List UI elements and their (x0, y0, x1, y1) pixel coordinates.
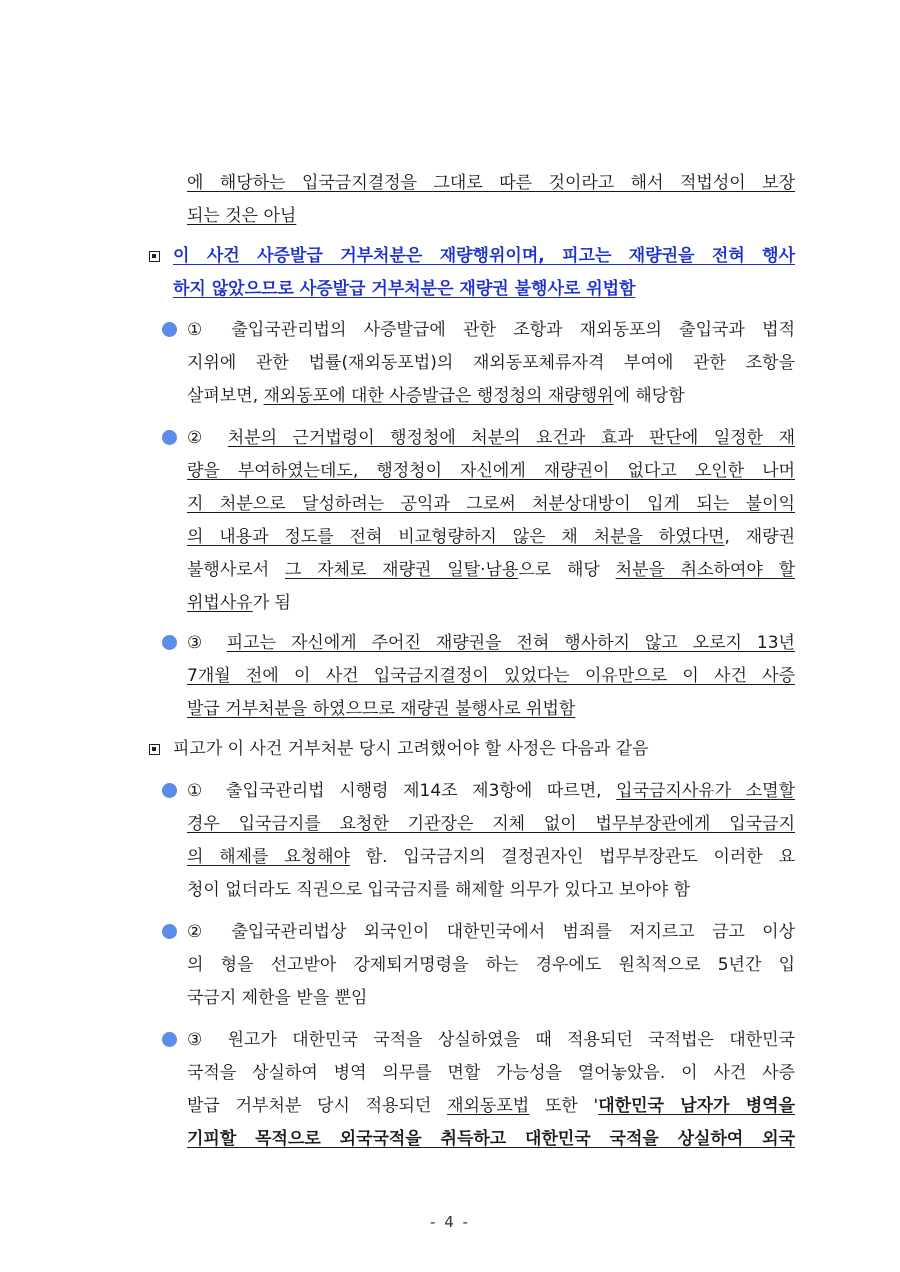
underlined-text-run: 재외동포법 (447, 1096, 530, 1116)
blue-circle-bullet-icon (162, 430, 177, 445)
consideration-3-line-2: 국적을 상실하여 병역 의무를 면할 가능성을 열어놓았음. 이 사건 사증 (187, 1063, 795, 1083)
text-run: 불행사로서 (187, 560, 285, 580)
item-2-line-4 (187, 525, 795, 549)
text-run: ① 출입국관리법 시행령 제14조 제3항에 따르면, (187, 781, 617, 801)
continuation-line-1 (187, 171, 795, 195)
underlined-text-run: 처분의 근거법령이 행정청에 처분의 요건과 효과 판단에 일정한 재 (227, 428, 795, 448)
continuation-line-2 (187, 204, 296, 228)
text-run: 함. 입국금지의 결정권자인 법무부장관도 이러한 요 (349, 847, 795, 867)
item-2-line-6 (187, 591, 291, 615)
bold-underlined-text-run: 대한민국 남자가 병역을 (598, 1096, 795, 1116)
square-bullet-icon (149, 744, 160, 755)
text-run: ② (187, 428, 228, 448)
item-2-line-2 (187, 459, 795, 483)
text-run: 또한 ' (529, 1096, 599, 1116)
underlined-text-run: 의 내용과 정도를 전혀 비교형량하지 않은 채 처분을 하였다면 (187, 527, 725, 547)
underlined-text-run: 경우 입국금지를 요청한 기관장은 지체 없이 법무부장관에게 입국금지 (187, 814, 795, 834)
consideration-3-line-4 (187, 1127, 795, 1151)
blue-circle-bullet-icon (162, 783, 177, 798)
underlined-text-run: 그 자체로 재량권 일탈·남용 (284, 560, 519, 580)
item-1-line-3 (187, 384, 685, 408)
consideration-2-line-2: 의 형을 선고받아 강제퇴거명령을 하는 경우에도 원칙적으로 5년간 입 (187, 955, 795, 975)
bold-underlined-text-run: 기피할 목적으로 외국국적을 취득하고 대한민국 국적을 상실하여 외국 (187, 1129, 795, 1149)
item-2-line-3 (187, 492, 795, 516)
blue-circle-bullet-icon (162, 322, 177, 337)
underlined-text-run: 지 처분으로 달성하려는 공익과 그로써 처분상대방이 입게 되는 불이익 (187, 494, 795, 514)
consideration-3-line-1: ③ 원고가 대한민국 국적을 상실하였을 때 적용되던 국적법은 대한민국 (187, 1030, 795, 1050)
text-run: 가 됨 (252, 593, 291, 613)
underlined-text-run: 피고는 자신에게 주어진 재량권을 전혀 행사하지 않고 오로지 13년 (226, 633, 795, 653)
item-3-line-1 (187, 631, 795, 655)
item-2-line-1 (187, 426, 795, 450)
underlined-text-run: 량을 부여하였는데도, (187, 461, 377, 481)
text-run: 발급 거부처분 당시 적용되던 (187, 1096, 448, 1116)
underlined-text-run: 처분을 취소하여야 할 (615, 560, 796, 580)
text-run: 에 해당함 (613, 386, 685, 406)
consideration-3-line-3 (187, 1094, 795, 1118)
item-2-line-5 (187, 558, 795, 582)
underlined-text-run: 재외동포에 대한 사증발급은 행정청의 재량행위 (263, 386, 614, 406)
blue-circle-bullet-icon (162, 635, 177, 650)
underlined-text-run: 7개월 전에 이 사건 입국금지결정이 있었다는 이유만으로 이 사건 사증 (187, 666, 795, 686)
item-3-line-2 (187, 664, 795, 688)
underlined-text-run: 위법사유 (187, 593, 253, 613)
text-run: 으로 해당 (518, 560, 616, 580)
square-bullet-icon (149, 251, 160, 262)
consideration-1-line-3 (187, 845, 795, 869)
consideration-2-line-3: 국금지 제한을 받을 뿐임 (187, 988, 368, 1008)
blue-circle-bullet-icon (162, 924, 177, 939)
blue-circle-bullet-icon (162, 1032, 177, 1047)
item-1-line-2: 지위에 관한 법률(재외동포법)의 재외동포체류자격 부여에 관한 조항을 (187, 353, 795, 373)
section-heading-2: 피고가 이 사건 거부처분 당시 고려했어야 할 사정은 다음과 같음 (173, 739, 649, 759)
page-number: - 4 - (430, 1213, 470, 1231)
section-heading-1-line-1: 이 사건 사증발급 거부처분은 재량행위이며, 피고는 재량권을 전혀 행사 (173, 246, 795, 266)
consideration-1-line-4 (187, 878, 690, 902)
text-run: ③ (187, 633, 227, 653)
text-run: 되는 것은 아님 (187, 206, 297, 226)
consideration-1-line-1 (187, 779, 795, 803)
text-run: 에 해당하는 입국금지결정을 그대로 따른 것이라고 해서 적법성이 보장 (187, 173, 795, 193)
consideration-2-line-1: ② 출입국관리법상 외국인이 대한민국에서 범죄를 저지르고 금고 이상 (187, 922, 795, 942)
underlined-text-run: 행정청이 자신에게 재량권이 없다고 오인한 나머 (376, 461, 795, 481)
section-heading-1-line-2: 하지 않았으므로 사증발급 거부처분은 재량권 불행사로 위법함 (173, 279, 636, 299)
consideration-1-line-2 (187, 812, 795, 836)
text-run: , 재량권 (724, 527, 796, 547)
item-1-line-1: ① 출입국관리법의 사증발급에 관한 조항과 재외동포의 출입국과 법적 (187, 320, 795, 340)
text-run: 살펴보면, (187, 386, 264, 406)
text-run: 청이 없더라도 직권으로 입국금지를 해제할 의무가 있다고 보아야 함 (187, 880, 691, 900)
underlined-text-run: 발급 거부처분을 하였으므로 재량권 불행사로 위법함 (187, 699, 576, 719)
underlined-text-run: 의 해제를 요청해야 (187, 847, 350, 867)
underlined-text-run: 입국금지사유가 소멸할 (616, 781, 795, 801)
item-3-line-3 (187, 697, 575, 721)
